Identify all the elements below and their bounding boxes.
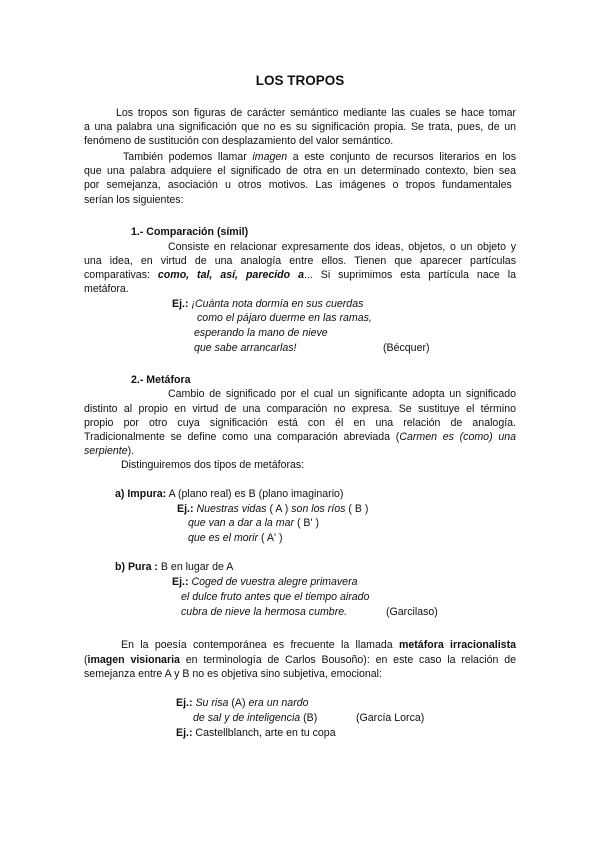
text-line: Los tropos son figuras de carácter semántico mediante las cuales se hace tomar [116, 107, 516, 119]
author: (Bécquer) [383, 342, 430, 354]
text-line [84, 430, 516, 444]
text-run: a) Impura: [115, 488, 167, 500]
section-heading: 1.- Comparación (símil) [131, 226, 249, 238]
text-run: B en lugar de A [157, 561, 234, 573]
text-run: Su risa [195, 697, 229, 709]
text-run: (B) [300, 712, 318, 724]
text-run: serpiente [84, 445, 128, 457]
verse-line [188, 516, 319, 530]
text-run: que es el morir [188, 532, 259, 544]
verse-line [193, 711, 317, 725]
text-run: esperando la mano de nieve [194, 327, 328, 339]
text-run: ). [127, 445, 135, 457]
text-run: ( B' ) [294, 517, 319, 529]
text-run: imagen [252, 151, 288, 163]
text-run: imagen visionaria [87, 654, 180, 666]
text-run: cubra de nieve la hermosa cumbre. [181, 606, 348, 618]
text-run: que sabe arrancarlas! [194, 342, 297, 354]
text-run: Ej.: [172, 576, 189, 588]
text-line: fenómeno de sustitución con desplazamiento del valor semántico. [84, 135, 394, 147]
text-run: Coged de vuestra alegre primavera [191, 576, 358, 588]
text-line [84, 150, 516, 164]
text-run: Castellblanch, arte en tu copa [192, 727, 336, 739]
text-run: Carmen es (como) una [399, 431, 516, 443]
text-line: propio por otro cuya significación está con él en una relación de analogía. [84, 417, 516, 429]
text-run: Nuestras vidas [196, 503, 267, 515]
text-run: A (plano real) es B (plano imaginario) [166, 488, 344, 500]
text-line: serían los siguientes: [84, 194, 184, 206]
text-run: Ej.: [176, 727, 193, 739]
text-run: b) Pura : [115, 561, 158, 573]
text-run: En la poesía contemporánea es frecuente la llamada [121, 639, 399, 651]
text-line [84, 638, 516, 652]
text-line: Consiste en relacionar expresamente dos ideas, objetos, o un objeto y [168, 241, 516, 253]
text-run: el dulce fruto antes que el tiempo airado [181, 591, 370, 603]
text-run: a este conjunto de recursos literarios en los [287, 151, 516, 163]
text-run: como, tal, así, parecido a [157, 269, 304, 281]
text-line [84, 653, 516, 667]
text-run: como el pájaro duerme en las ramas, [197, 312, 372, 324]
text-run: ( B ) [345, 503, 369, 515]
text-run: ( A' ) [258, 532, 283, 544]
text-line: a una palabra una significación que no es su significación propia. Se trata, pues, de un [84, 121, 516, 133]
text-run [158, 269, 304, 281]
text-run: ¡Cuánta nota dormía en sus cuerdas [191, 298, 364, 310]
text-line: Distinguiremos dos tipos de metáforas: [121, 459, 305, 471]
text-run: Ej.: [172, 298, 189, 310]
text-run: ... Si suprimimos esta partícula nace la [303, 269, 516, 281]
text-line [84, 268, 516, 282]
text-line: Cambio de significado por el cual un significante adopta un significado [168, 388, 516, 400]
text-run: Ej.: [176, 697, 193, 709]
text-run: ( [84, 654, 88, 666]
text-line: distinto al propio en virtud de una comparación no expresa. Se sustituye el término [84, 403, 516, 415]
section-heading: 2.- Metáfora [131, 374, 191, 386]
text-run: era un nardo [248, 697, 309, 709]
text-run: (A) [228, 697, 249, 709]
text-line: una idea, en virtud de una analogía entre ellos. Tienen que aparecer partículas [84, 255, 516, 267]
verse-line [181, 605, 347, 619]
author: (García Lorca) [356, 712, 425, 724]
text-run: Tradicionalmente se define como una comparación abreviada ( [84, 431, 400, 443]
author: (Garcilaso) [386, 606, 438, 618]
verse-line [188, 531, 282, 545]
page-title: LOS TROPOS [255, 73, 345, 88]
example [177, 502, 368, 516]
example [176, 696, 309, 710]
text-line [84, 444, 134, 458]
text-run: Ej.: [177, 503, 194, 515]
text-run: metáfora irracionalista [398, 639, 516, 651]
text-run: en terminología de Carlos Bousoño): en este caso la relación de [179, 654, 516, 666]
text-line: por semejanza, asociación u otros motivos. Las imágenes o tropos fundamentales [84, 179, 512, 191]
verse-line [194, 326, 328, 340]
text-run: comparativas: [84, 269, 158, 281]
text-run: ( A ) [266, 503, 292, 515]
verse-line [181, 590, 369, 604]
text-line: semejanza entre A y B no es objetiva sino subjetiva, emocional: [84, 668, 382, 680]
text-line: que una palabra adquiere el significado de otra en un determinado contexto, bien sea [84, 165, 516, 177]
text-run: que van a dar a la mar [188, 517, 294, 529]
text-run: son los ríos [291, 503, 346, 515]
verse-line [197, 311, 372, 325]
example [172, 297, 363, 311]
verse-line [194, 341, 296, 355]
type-impura [115, 487, 343, 501]
example [176, 726, 336, 740]
text-line: metáfora. [84, 283, 129, 295]
text-run: También podemos llamar [123, 151, 253, 163]
text-run: de sal y de inteligencia [193, 712, 301, 724]
type-pura [115, 560, 233, 574]
example [172, 575, 358, 589]
